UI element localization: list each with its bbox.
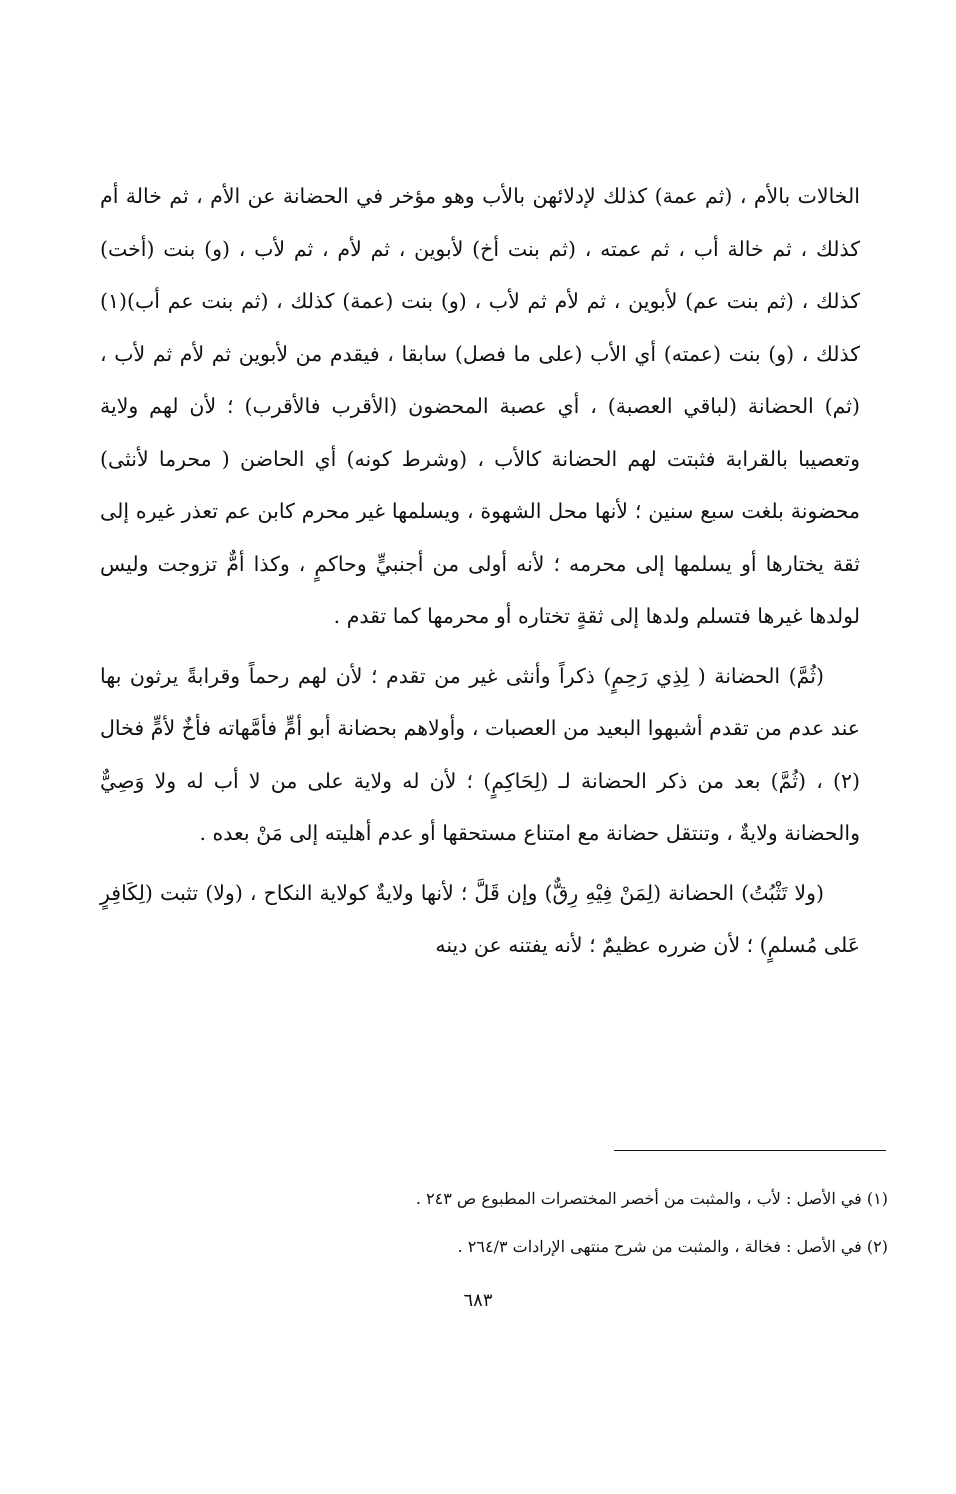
- page-number: ٦٨٣: [463, 1290, 493, 1311]
- footnotes: [300, 1175, 888, 1271]
- paragraph-3: (ولا تَثْبُتُ) الحضانة (لِمَنْ فِيْهِ رِقٌّ) وإن قَلَّ ؛ لأنها ولايةٌ كولاية النكاح ، (ولا) تثبت (لِكَافِرٍ عَلى مُسلمٍ) ؛ لأن ضرره عظيمٌ ؛ لأنه يفتنه عن دينه: [100, 880, 860, 957]
- main-text: [100, 170, 860, 979]
- footnote-2: (٢) في الأصل : فخالة ، والمثبت من شرح منتهى الإرادات ٢٦٤/٣ .: [457, 1237, 888, 1256]
- paragraph-1: الخالات بالأم ، (ثم عمة) كذلك لإدلائهن بالأب وهو مؤخر في الحضانة عن الأم ، ثم خالة أم كذلك ، ثم خالة أب ، ثم عمته ، (ثم بنت أخ) لأبوين ، ثم لأم ، ثم لأب ، (و) بنت (أخت) كذلك ، (ثم بنت عم) لأبوين ، ثم لأم ثم لأب ، (و) بنت (عمة) كذلك ، (ثم بنت عم أب)(١) كذلك ، (و) بنت (عمته) أي الأب (على ما فصل) سابقا ، فيقدم من لأبوين ثم لأم ثم لأب ، (ثم) الحضانة (لباقي العصبة) ، أي عصبة المحضون (الأقرب فالأقرب) ؛ لأن لهم ولاية وتعصيبا بالقرابة فثبتت لهم الحضانة كالأب ، (وشرط كونه) أي الحاضن ( محرما لأنثى) محضونة بلغت سبع سنين ؛ لأنها محل الشهوة ، ويسلمها غير محرم كابن عم تعذر غيره إلى ثقة يختارها أو يسلمها إلى محرمه ؛ لأنه أولى من أجنبيٍّ وحاكمٍ ، وكذا أمٌّ تزوجت وليس لولدها غيرها فتسلم ولدها إلى ثقةٍ تختاره أو محرمها كما تقدم .: [100, 184, 860, 628]
- footnote-divider: [614, 1150, 886, 1151]
- paragraph-2: (ثُمَّ) الحضانة ( لِذِي رَحِمٍ) ذكراً وأنثى غير من تقدم ؛ لأن لهم رحماً وقرابةً يرثون بها عند عدم من تقدم أشبهوا البعيد من العصبات ، وأولاهم بحضانة أبو أمٍّ فأمَّهاته فأخٌ لأمٍّ فخال (٢) ، (ثُمَّ) بعد من ذكر الحضانة لـ (لِحَاكِمٍ) ؛ لأن له ولاية على من لا أب له ولا وَصِيٌّ والحضانة ولايةٌ ، وتنتقل حضانة مع امتناع مستحقها أو عدم أهليته إلى مَنْ بعده .: [100, 663, 860, 845]
- footnote-1: (١) في الأصل : لأب ، والمثبت من أخصر المختصرات المطبوع ص ٢٤٣ .: [415, 1189, 888, 1208]
